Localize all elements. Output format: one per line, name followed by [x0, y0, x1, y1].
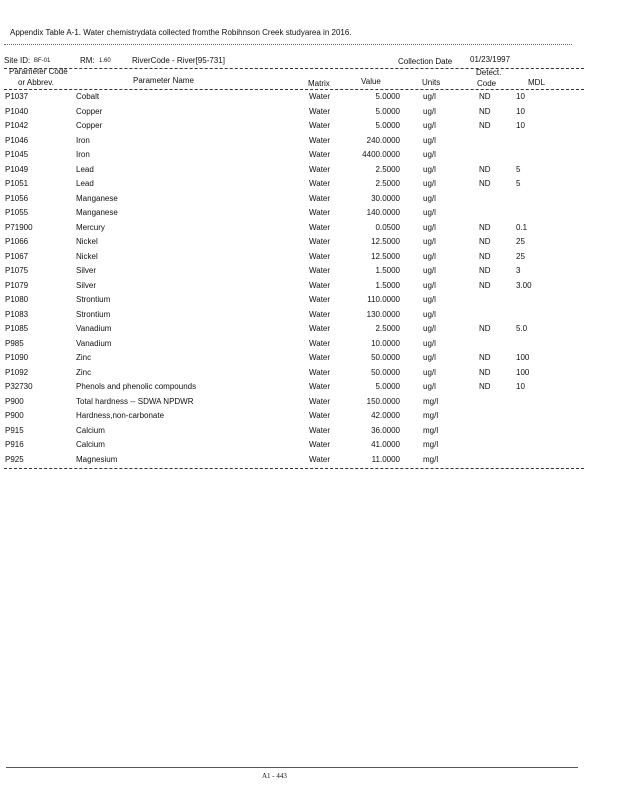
cell-value: 5.0000 — [375, 382, 400, 391]
rm-value: 1.60 — [99, 58, 111, 64]
cell-detect-code: ND — [479, 251, 491, 261]
cell-detect-code: ND — [479, 280, 491, 290]
cell-param-code: P915 — [5, 425, 24, 435]
cell-param-name: Mercury — [76, 222, 105, 232]
cell-units: ug/l — [423, 237, 436, 246]
cell-matrix: Water — [309, 164, 331, 174]
cell-matrix: Water — [309, 106, 331, 116]
cell-value: 1.5000 — [375, 266, 400, 275]
cell-matrix: Water — [309, 150, 331, 159]
cell-detect-code: ND — [479, 353, 491, 362]
cell-detect-code: ND — [479, 382, 491, 391]
cell-value: 50.0000 — [371, 367, 400, 377]
cell-mdl: 5 — [516, 164, 521, 174]
cell-param-code: P1042 — [5, 121, 29, 130]
cell-param-code: P1056 — [5, 193, 29, 203]
cell-matrix: Water — [309, 179, 331, 188]
cell-param-code: P985 — [5, 338, 24, 348]
cell-matrix: Water — [309, 353, 331, 362]
cell-mdl: 25 — [516, 237, 525, 246]
cell-mdl: 100 — [516, 367, 530, 377]
cell-units: ug/l — [423, 222, 436, 232]
cell-value: 41.0000 — [371, 440, 400, 449]
cell-detect-code: ND — [479, 179, 491, 188]
cell-param-code: P900 — [5, 411, 24, 420]
cell-detect-code: ND — [479, 237, 491, 246]
cell-param-name: Strontium — [76, 309, 111, 319]
cell-param-code: P1085 — [5, 324, 29, 333]
cell-units: mg/l — [423, 396, 439, 406]
cell-units: ug/l — [423, 353, 436, 362]
cell-value: 12.5000 — [371, 237, 400, 246]
cell-param-name: Zinc — [76, 353, 92, 362]
cell-units: ug/l — [423, 295, 436, 304]
cell-matrix: Water — [309, 309, 331, 319]
cell-param-code: P1075 — [5, 266, 29, 275]
cell-param-name: Lead — [76, 179, 94, 188]
cell-param-name: Copper — [76, 106, 103, 116]
footer-rule — [6, 767, 578, 768]
cell-mdl: 10 — [516, 92, 525, 101]
cell-units: ug/l — [423, 208, 436, 217]
cell-value: 5.0000 — [375, 121, 400, 130]
col-header-units: Units — [422, 78, 441, 87]
cell-param-name: Manganese — [76, 208, 118, 217]
cell-units: ug/l — [423, 135, 436, 145]
table-bottom-rule — [4, 468, 584, 469]
cell-param-code: P916 — [5, 440, 24, 449]
cell-param-name: Strontium — [76, 295, 111, 304]
cell-param-code: P1051 — [5, 179, 29, 188]
cell-param-name: Nickel — [76, 237, 98, 246]
cell-detect-code: ND — [479, 266, 491, 275]
cell-matrix: Water — [309, 266, 331, 275]
cell-value: 140.0000 — [366, 208, 400, 217]
title-separator — [4, 44, 572, 45]
page-number: A1 - 443 — [262, 772, 287, 780]
cell-matrix: Water — [309, 382, 331, 391]
cell-units: ug/l — [423, 92, 436, 101]
cell-param-code: P1046 — [5, 135, 29, 145]
cell-param-name: Iron — [76, 150, 90, 159]
site-id-label: Site ID: — [4, 56, 31, 65]
cell-value: 2.5000 — [375, 324, 400, 333]
cell-units: ug/l — [423, 251, 436, 261]
cell-matrix: Water — [309, 135, 331, 145]
cell-param-name: Hardness,non-carbonate — [76, 411, 165, 420]
cell-units: ug/l — [423, 150, 436, 159]
cell-value: 2.5000 — [375, 179, 400, 188]
cell-units: ug/l — [423, 338, 436, 348]
cell-mdl: 5.0 — [516, 324, 528, 333]
cell-units: ug/l — [423, 193, 436, 203]
cell-param-name: Phenols and phenolic compounds — [76, 382, 197, 391]
cell-param-code: P1080 — [5, 295, 29, 304]
cell-param-name: Cobalt — [76, 92, 100, 101]
cell-detect-code: ND — [479, 324, 491, 333]
cell-param-name: Lead — [76, 164, 94, 174]
cell-value: 12.5000 — [371, 251, 400, 261]
col-header-param-name: Parameter Name — [133, 76, 194, 85]
cell-matrix: Water — [309, 440, 331, 449]
cell-mdl: 10 — [516, 121, 525, 130]
cell-mdl: 10 — [516, 382, 525, 391]
cell-units: mg/l — [423, 454, 439, 464]
cell-mdl: 3.00 — [516, 280, 532, 290]
cell-value: 30.0000 — [371, 193, 400, 203]
cell-value: 150.0000 — [366, 396, 400, 406]
cell-param-name: Vanadium — [76, 324, 112, 333]
cell-value: 5.0000 — [375, 92, 400, 101]
cell-units: ug/l — [423, 324, 436, 333]
cell-matrix: Water — [309, 396, 331, 406]
cell-matrix: Water — [309, 251, 331, 261]
collection-date-label: Collection Date — [398, 57, 453, 66]
cell-detect-code: ND — [479, 92, 491, 101]
cell-units: ug/l — [423, 367, 436, 377]
cell-mdl: 5 — [516, 179, 521, 188]
cell-detect-code: ND — [479, 222, 491, 232]
cell-units: ug/l — [423, 266, 436, 275]
cell-matrix: Water — [309, 324, 331, 333]
cell-mdl: 100 — [516, 353, 530, 362]
cell-param-code: P1079 — [5, 280, 29, 290]
cell-value: 11.0000 — [371, 454, 400, 464]
cell-param-code: P1037 — [5, 92, 29, 101]
rm-label: RM: — [80, 56, 95, 65]
cell-value: 5.0000 — [375, 106, 400, 116]
col-header-mdl: MDL — [528, 78, 545, 87]
cell-matrix: Water — [309, 208, 331, 217]
header-bottom-rule — [4, 89, 584, 90]
cell-matrix: Water — [309, 295, 331, 304]
cell-param-code: P1092 — [5, 367, 29, 377]
cell-matrix: Water — [309, 193, 331, 203]
cell-detect-code: ND — [479, 121, 491, 130]
cell-matrix: Water — [309, 280, 331, 290]
cell-param-name: Iron — [76, 135, 90, 145]
cell-detect-code: ND — [479, 367, 491, 377]
cell-param-code: P1067 — [5, 251, 29, 261]
cell-param-name: Calcium — [76, 425, 105, 435]
cell-param-name: Manganese — [76, 193, 118, 203]
cell-param-name: Silver — [76, 266, 97, 275]
cell-param-name: Copper — [76, 121, 103, 130]
col-header-param-code: Parameter Code — [9, 67, 68, 76]
cell-param-code: P900 — [5, 396, 24, 406]
cell-param-code: P1090 — [5, 353, 29, 362]
collection-date-value: 01/23/1997 — [470, 55, 511, 64]
cell-value: 36.0000 — [371, 425, 400, 435]
cell-param-code: P1083 — [5, 309, 29, 319]
cell-units: mg/l — [423, 440, 439, 449]
site-id-value: BF-01 — [34, 58, 51, 64]
cell-param-name: Silver — [76, 280, 97, 290]
document-title: Appendix Table A-1. Water chemistrydata collected fromthe Robihnson Creek studyarea in 2016. — [10, 28, 352, 37]
cell-matrix: Water — [309, 121, 331, 130]
cell-matrix: Water — [309, 367, 331, 377]
cell-value: 50.0000 — [371, 353, 400, 362]
cell-value: 2.5000 — [375, 164, 400, 174]
cell-param-name: Total hardness -- SDWA NPDWR — [76, 396, 194, 406]
cell-param-code: P1049 — [5, 164, 29, 174]
cell-matrix: Water — [309, 425, 331, 435]
cell-units: mg/l — [423, 425, 439, 435]
cell-units: mg/l — [423, 411, 439, 420]
cell-param-code: P71900 — [5, 222, 33, 232]
cell-param-code: P1055 — [5, 208, 29, 217]
cell-param-code: P925 — [5, 454, 24, 464]
cell-param-code: P1045 — [5, 150, 29, 159]
col-header-matrix: Matrix — [308, 79, 330, 88]
cell-param-name: Nickel — [76, 251, 98, 261]
cell-units: ug/l — [423, 382, 436, 391]
cell-units: ug/l — [423, 164, 436, 174]
cell-units: ug/l — [423, 121, 436, 130]
cell-param-name: Calcium — [76, 440, 105, 449]
col-header-param-abbrev: or Abbrev. — [18, 78, 54, 87]
cell-mdl: 10 — [516, 106, 525, 116]
cell-mdl: 3 — [516, 266, 521, 275]
cell-value: 4400.0000 — [362, 150, 400, 159]
cell-units: ug/l — [423, 280, 436, 290]
cell-detect-code: ND — [479, 164, 491, 174]
cell-units: ug/l — [423, 179, 436, 188]
cell-param-code: P1040 — [5, 106, 29, 116]
cell-value: 110.0000 — [367, 295, 400, 304]
cell-units: ug/l — [423, 106, 436, 116]
col-header-code: Code — [477, 79, 497, 88]
cell-param-code: P1066 — [5, 237, 29, 246]
header-top-rule — [4, 68, 584, 69]
cell-value: 0.0500 — [375, 222, 400, 232]
cell-param-name: Vanadium — [76, 338, 112, 348]
cell-param-name: Zinc — [76, 367, 92, 377]
col-header-value: Value — [361, 77, 381, 86]
cell-matrix: Water — [309, 454, 331, 464]
cell-value: 130.0000 — [366, 309, 400, 319]
cell-matrix: Water — [309, 338, 331, 348]
cell-matrix: Water — [309, 237, 331, 246]
cell-value: 10.0000 — [371, 338, 400, 348]
cell-mdl: 0.1 — [516, 222, 528, 232]
col-header-detect: Detect. — [476, 68, 502, 77]
cell-param-name: Magnesium — [76, 454, 118, 464]
river-code-label: RiverCode - River[95-731] — [132, 56, 225, 65]
cell-matrix: Water — [309, 222, 331, 232]
cell-matrix: Water — [309, 411, 331, 420]
cell-matrix: Water — [309, 92, 331, 101]
cell-mdl: 25 — [516, 251, 525, 261]
cell-units: ug/l — [423, 309, 436, 319]
cell-detect-code: ND — [479, 106, 491, 116]
cell-value: 42.0000 — [371, 411, 400, 420]
cell-value: 1.5000 — [375, 280, 400, 290]
cell-param-code: P32730 — [5, 382, 33, 391]
cell-value: 240.0000 — [366, 135, 400, 145]
